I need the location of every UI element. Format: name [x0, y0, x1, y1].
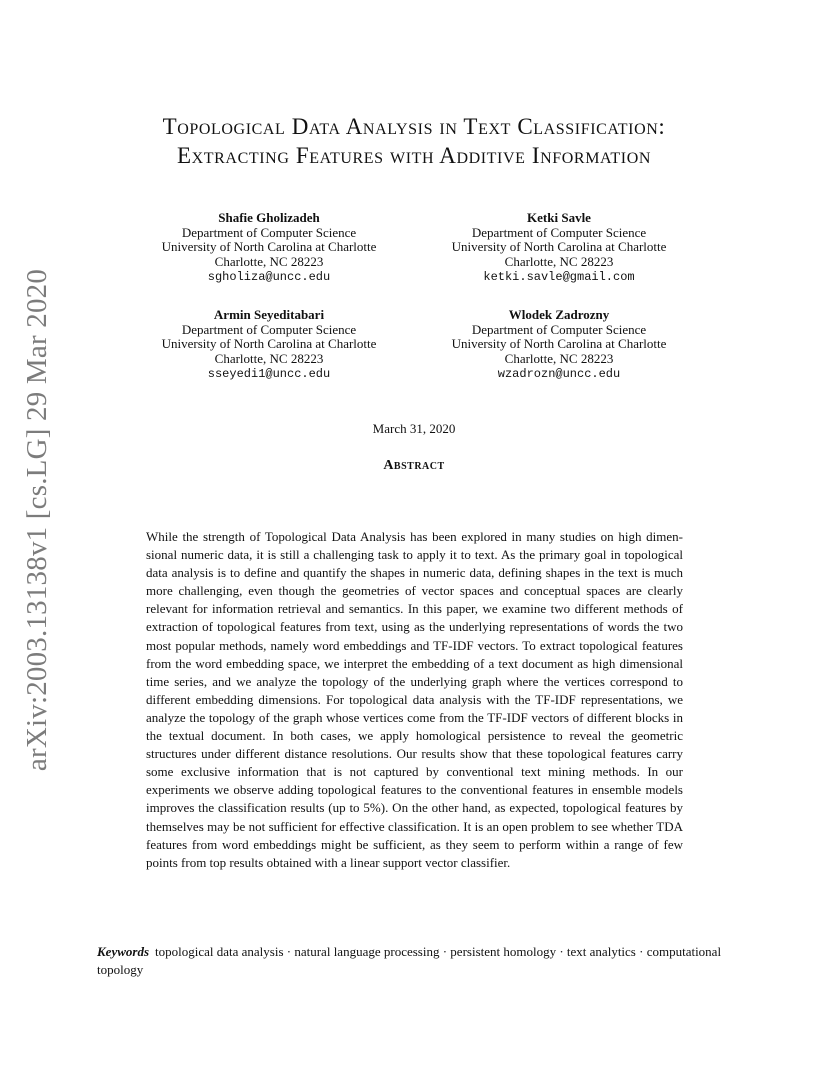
author-name: Ketki Savle — [527, 210, 591, 225]
author-email: sseyedi1@uncc.edu — [207, 366, 331, 381]
keywords-section — [97, 943, 733, 979]
author-block — [429, 211, 689, 285]
author-department: Department of Computer Science — [471, 224, 647, 240]
author-name: Wlodek Zadrozny — [508, 307, 610, 322]
author-university: University of North Carolina at Charlotte — [451, 239, 667, 255]
author-university: University of North Carolina at Charlotte — [161, 239, 377, 255]
author-email: ketki.savle@gmail.com — [483, 269, 635, 284]
arxiv-identifier-stamp: arXiv:2003.13138v1 [cs.LG] 29 Mar 2020 — [21, 268, 53, 772]
author-department: Department of Computer Science — [181, 224, 357, 240]
author-university: University of North Carolina at Charlotte — [451, 336, 667, 352]
author-department: Department of Computer Science — [471, 321, 647, 337]
author-block — [429, 308, 689, 382]
author-department: Department of Computer Science — [181, 321, 357, 337]
author-block — [139, 308, 399, 382]
author-email: sgholiza@uncc.edu — [207, 269, 331, 284]
keywords-label: Keywords — [97, 944, 149, 959]
author-block — [139, 211, 399, 285]
paper-title — [100, 112, 728, 170]
abstract-body: While the strength of Topological Data Analysis has been explored in many studies on high dimensional numeric data, it is still a challenging task to apply it to text. As the primary goal in topological data analysis is to define and quantify the shapes in numeric data, defining shapes in the text is much more challenging, even though the geometries of vector spaces and conceptual spaces are clearly relevant for information retrieval and semantics. In this paper, we examine two different methods of extraction of topological features from text, using as the underlying representations of words the two most popular methods, namely word embeddings and TF-IDF vectors. To extract topological features from the word embedding space, we interpret the embedding of a text document as high dimensional time series, and we analyze the topology of the underlying graph where the vertices correspond to different embedding dimensions. For topological data analysis with the TF-IDF representations, we analyze the topology of the graph whose vertices come from the TF-IDF vectors of different blocks in the textual document. In both cases, we apply homological persistence to reveal the geometric structures under different distance resolutions. Our results show that these topological features carry some exclusive information that is not captured by conventional text mining methods. In our experiments we observe adding topological features to the conventional features in ensemble models improves the classification results (up to 5%). On the other hand, as expected, topological features by themselves may be not sufficient for effective classification. It is an open problem to see whether TDA features from word embeddings might be sufficient, as they seem to perform within a range of few points from top results obtained with a linear support vector classifier. — [146, 529, 683, 870]
abstract-heading: Abstract — [383, 458, 445, 473]
publication-date: March 31, 2020 — [372, 421, 456, 436]
keywords-list: topological data analysis · natural language processing · persistent homology · text analytics · computational topology — [97, 944, 722, 977]
author-name: Shafie Gholizadeh — [218, 210, 320, 225]
author-name: Armin Seyeditabari — [213, 307, 325, 322]
author-location: Charlotte, NC 28223 — [214, 351, 324, 367]
author-location: Charlotte, NC 28223 — [504, 254, 614, 270]
author-location: Charlotte, NC 28223 — [504, 351, 614, 367]
paper-title-line-2: Extracting Features with Additive Information — [176, 143, 652, 168]
author-location: Charlotte, NC 28223 — [214, 254, 324, 270]
author-university: University of North Carolina at Charlotte — [161, 336, 377, 352]
paper-title-line-1: Topological Data Analysis in Text Classification: — [162, 114, 666, 139]
author-email: wzadrozn@uncc.edu — [497, 366, 621, 381]
